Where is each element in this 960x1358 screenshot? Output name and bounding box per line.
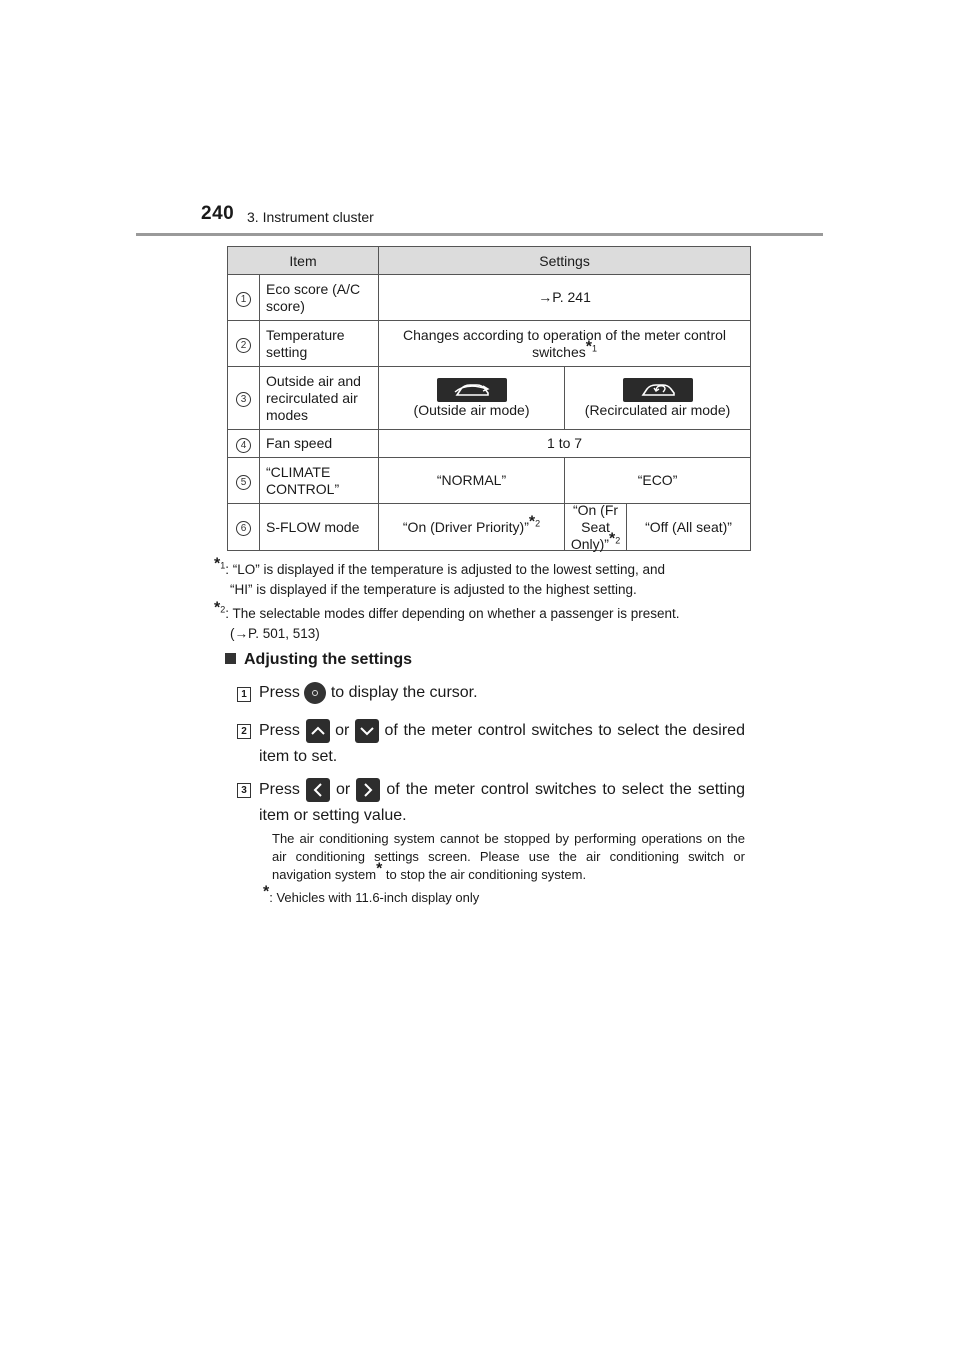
outside-air-mode-icon bbox=[437, 378, 507, 402]
row-number-badge: 4 bbox=[236, 438, 251, 453]
footnote-mark: 1 bbox=[220, 560, 226, 571]
step-text-part: Press bbox=[259, 684, 300, 701]
subsection-title: Adjusting the settings bbox=[244, 651, 412, 668]
section-title: 3. Instrument cluster bbox=[247, 209, 374, 225]
footnote-2: *$^2$: The selectable modes differ depending on whether a passenger is present. (→P. 501, 513) bbox=[214, 604, 745, 644]
item-cell: “CLIMATE CONTROL” bbox=[260, 458, 379, 504]
footnote-ref: 2 bbox=[615, 534, 621, 545]
row-number-badge: 5 bbox=[236, 475, 251, 490]
table-row bbox=[228, 430, 751, 458]
settings-cell: “NORMAL” bbox=[379, 458, 565, 504]
row-number-badge: 3 bbox=[236, 392, 251, 407]
settings-cell bbox=[565, 501, 751, 552]
row-number-badge: 6 bbox=[236, 521, 251, 536]
table-row bbox=[228, 367, 751, 430]
row-number-badge: 1 bbox=[236, 292, 251, 307]
asterisk-footnote bbox=[263, 883, 480, 905]
note-text: The air conditioning system cannot be stopped by performing operations on the air conditioning settings screen. Please use the air conditioning switch or navigation system bbox=[272, 831, 745, 882]
mode-label: (Recirculated air mode) bbox=[584, 401, 731, 418]
step-text-part: or bbox=[335, 722, 350, 739]
chevron-down-icon bbox=[355, 719, 379, 743]
footnote-text: (→P. 501, 513) bbox=[230, 626, 320, 641]
settings-text: “On (Fr Seat Only)” bbox=[570, 501, 619, 552]
footnote-asterisk: * bbox=[376, 860, 383, 878]
mode-label: (Outside air mode) bbox=[413, 401, 530, 418]
step-number: 3 bbox=[237, 783, 251, 798]
footnote-text: The selectable modes differ depending on whether a passenger is present. bbox=[232, 606, 680, 621]
step-3-text bbox=[259, 777, 745, 829]
step-text-part: Press bbox=[259, 722, 300, 739]
footnote-asterisk: * bbox=[214, 599, 221, 617]
footnote-text: : Vehicles with 11.6-inch display only bbox=[269, 890, 480, 905]
settings-cell bbox=[379, 367, 565, 430]
table-header-row bbox=[228, 247, 751, 275]
chevron-up-icon bbox=[306, 719, 330, 743]
column-header-settings: Settings bbox=[379, 247, 751, 275]
item-cell: Eco score (A/C score) bbox=[260, 275, 379, 321]
column-header-item: Item bbox=[228, 247, 379, 275]
table-row bbox=[228, 321, 751, 367]
footnote-asterisk: * bbox=[528, 512, 536, 530]
step-text-part: of the meter control switches to select the setting item or setting value. bbox=[259, 781, 746, 824]
footnote-1: *$^1$: “LO” is displayed if the temperature is adjusted to the lowest setting, and “HI” is displayed if the temperature is adjusted to the highest setting. bbox=[214, 560, 745, 600]
header-rule bbox=[136, 233, 823, 236]
step-text-part: to display the cursor. bbox=[330, 684, 478, 701]
subsection-heading bbox=[225, 651, 412, 669]
chevron-left-icon bbox=[306, 778, 330, 802]
settings-cell: 1 to 7 bbox=[379, 430, 751, 458]
item-cell: S-FLOW mode bbox=[260, 504, 379, 551]
table-row bbox=[228, 458, 751, 504]
settings-table bbox=[227, 246, 751, 551]
table-row bbox=[228, 504, 751, 551]
row-number-badge: 2 bbox=[236, 338, 251, 353]
footnote-asterisk: * bbox=[585, 337, 592, 355]
page-number: 240 bbox=[201, 203, 235, 224]
table-row bbox=[228, 275, 751, 321]
footnote-asterisk: * bbox=[263, 883, 270, 901]
settings-cell bbox=[565, 367, 751, 430]
note-paragraph bbox=[272, 830, 745, 884]
note-text: to stop the air conditioning system. bbox=[385, 867, 587, 882]
step-1-text bbox=[259, 681, 745, 705]
item-cell: Outside air and recirculated air modes bbox=[260, 367, 379, 430]
meter-select-button-icon bbox=[304, 682, 326, 704]
square-bullet-icon bbox=[225, 653, 236, 664]
item-cell: Fan speed bbox=[260, 430, 379, 458]
footnote-ref: 2 bbox=[535, 517, 541, 528]
settings-cell bbox=[379, 321, 751, 367]
settings-text: “On (Driver Priority)” bbox=[402, 518, 529, 535]
settings-cell bbox=[379, 504, 565, 551]
recirculated-air-mode-icon bbox=[623, 378, 693, 402]
footnote-mark: 2 bbox=[220, 604, 226, 615]
step-text-part: or bbox=[336, 781, 351, 798]
step-number: 2 bbox=[237, 724, 251, 739]
settings-cell: →P. 241 bbox=[379, 275, 751, 321]
chevron-right-icon bbox=[356, 778, 380, 802]
step-2-text bbox=[259, 718, 745, 770]
item-cell: Temperature setting bbox=[260, 321, 379, 367]
footnote-text: “LO” is displayed if the temperature is adjusted to the lowest setting, and bbox=[232, 562, 665, 577]
footnote-text: “HI” is displayed if the temperature is adjusted to the highest setting. bbox=[230, 582, 637, 597]
settings-text: “Off (All seat)” bbox=[645, 518, 732, 535]
footnote-ref: 1 bbox=[591, 342, 597, 353]
settings-cell: “ECO” bbox=[565, 458, 751, 504]
step-number: 1 bbox=[237, 687, 251, 702]
settings-text: Changes according to operation of the meter control switches bbox=[403, 326, 727, 360]
footnote-asterisk: * bbox=[608, 529, 616, 547]
step-text-part: Press bbox=[259, 781, 300, 798]
step-text-part: of the meter control switches to select the desired item to set. bbox=[259, 722, 745, 765]
footnote-asterisk: * bbox=[214, 555, 221, 573]
